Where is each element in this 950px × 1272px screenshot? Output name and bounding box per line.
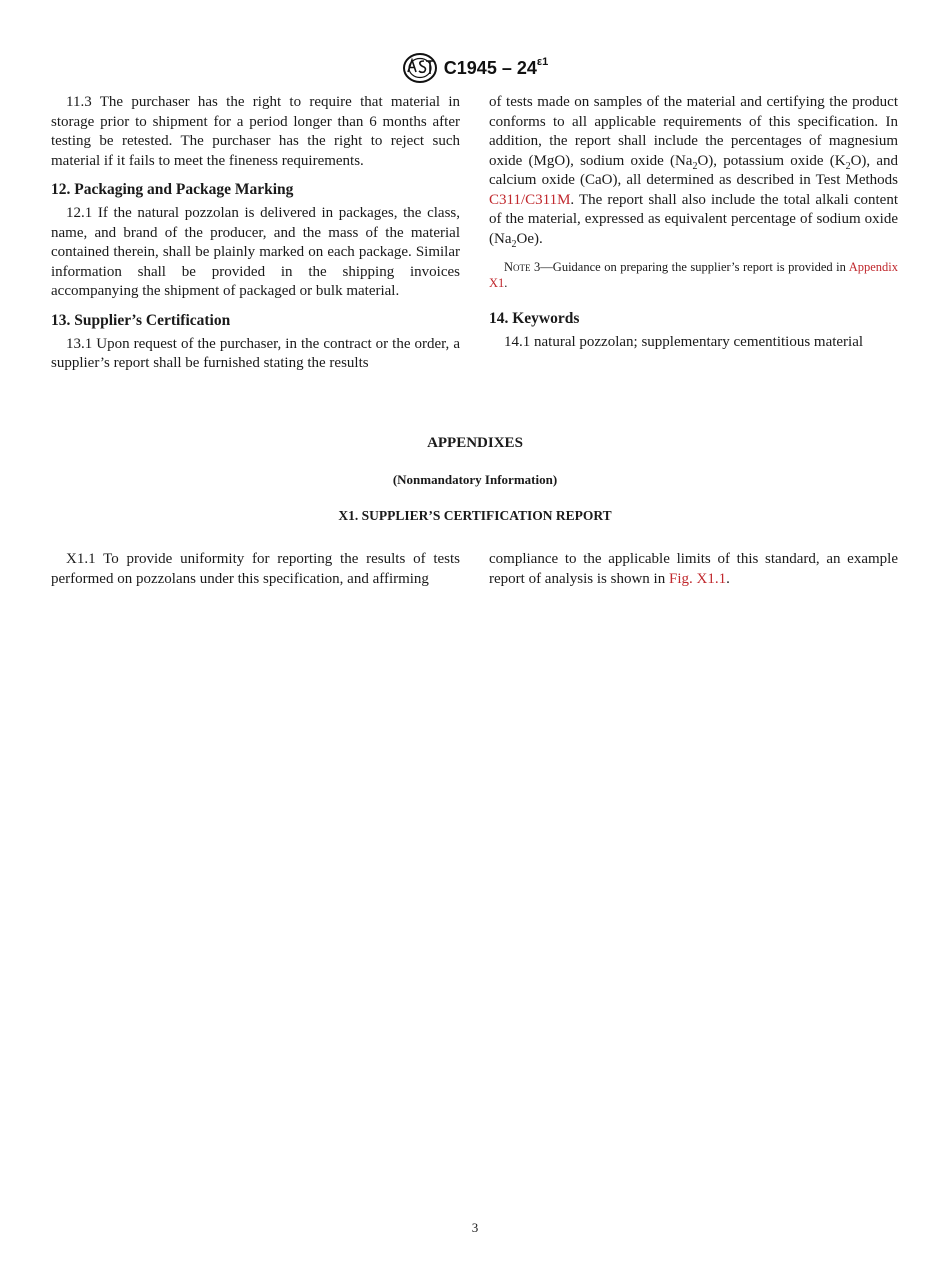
right-column: [489, 93, 898, 353]
left-column: [51, 93, 460, 374]
section-12-heading: 12. Packaging and Package Marking: [51, 181, 294, 198]
paragraph-x1-1-continued: compliance to the applicable limits of this standard, an example report of analysis is shown in Fig. X1.1.: [489, 551, 898, 587]
paragraph-14-1: 14.1 natural pozzolan; supplementary cementitious material: [504, 334, 864, 350]
link-fig-x1-1[interactable]: Fig. X1.1: [668, 570, 727, 587]
page-number: 3: [471, 1220, 479, 1235]
paragraph-13-1-continued: of tests made on samples of the material and certifying the product conforms to all applicable requirements of this specification. In addition, the report shall include the percentages of magnesium oxide (MgO), sodium oxide $(Na_2O)$, potassium oxide $(K_2O)$, and calcium oxide (CaO), all determined as described in Test Methods C311/C311M. The report shall also include the total alkali content of the material, expressed as equivalent percentage of sodium oxide $(Na_2Oe)$.: [489, 94, 898, 250]
appendixes-title: APPENDIXES: [427, 435, 523, 451]
appendix-x1-title: X1. SUPPLIER’S CERTIFICATION REPORT: [338, 508, 612, 523]
appendix-left-column: [51, 550, 460, 589]
section-14-heading: 14. Keywords: [489, 310, 580, 327]
paragraph-12-1: 12.1 If the natural pozzolan is delivered in packages, the class, name, and brand of the producer, and the mass of the material contained therein, shall be plainly marked on each package. Similar information shall be provided in the shipping invoices accompanying the shipment of packaged or bulk material.: [51, 205, 460, 299]
appendix-right-column: [489, 550, 898, 589]
paragraph-13-1: 13.1 Upon request of the purchaser, in the contract or the order, a supplier’s report shall be furnished stating the results: [51, 335, 460, 371]
section-13-heading: 13. Supplier’s Certification: [51, 311, 231, 329]
paragraph-11-3: 11.3 The purchaser has the right to require that material in storage prior to shipment for a period longer than 6 months after testing be retested. The purchaser has the right to reject such material if it fails to meet the fineness requirements.: [51, 94, 460, 169]
link-c311-c311m[interactable]: C311/C311M: [489, 191, 571, 208]
edition-superscript: ε1: [536, 55, 549, 68]
astm-logo-icon: [402, 52, 438, 84]
standard-designation: $C1945 - 24^{\varepsilon 1}$: [443, 55, 549, 78]
paragraph-x1-1: X1.1 To provide uniformity for reporting the results of tests performed on pozzolans under this specification, and affirming: [51, 551, 460, 587]
appendixes-subtitle: (Nonmandatory Information): [392, 472, 558, 487]
page-header: [0, 52, 950, 89]
note-3: Note 3—Guidance on preparing the supplier’s report is provided in Appendix X1.: [489, 260, 898, 290]
link-appendix-x1[interactable]: Appendix X1: [489, 260, 898, 290]
